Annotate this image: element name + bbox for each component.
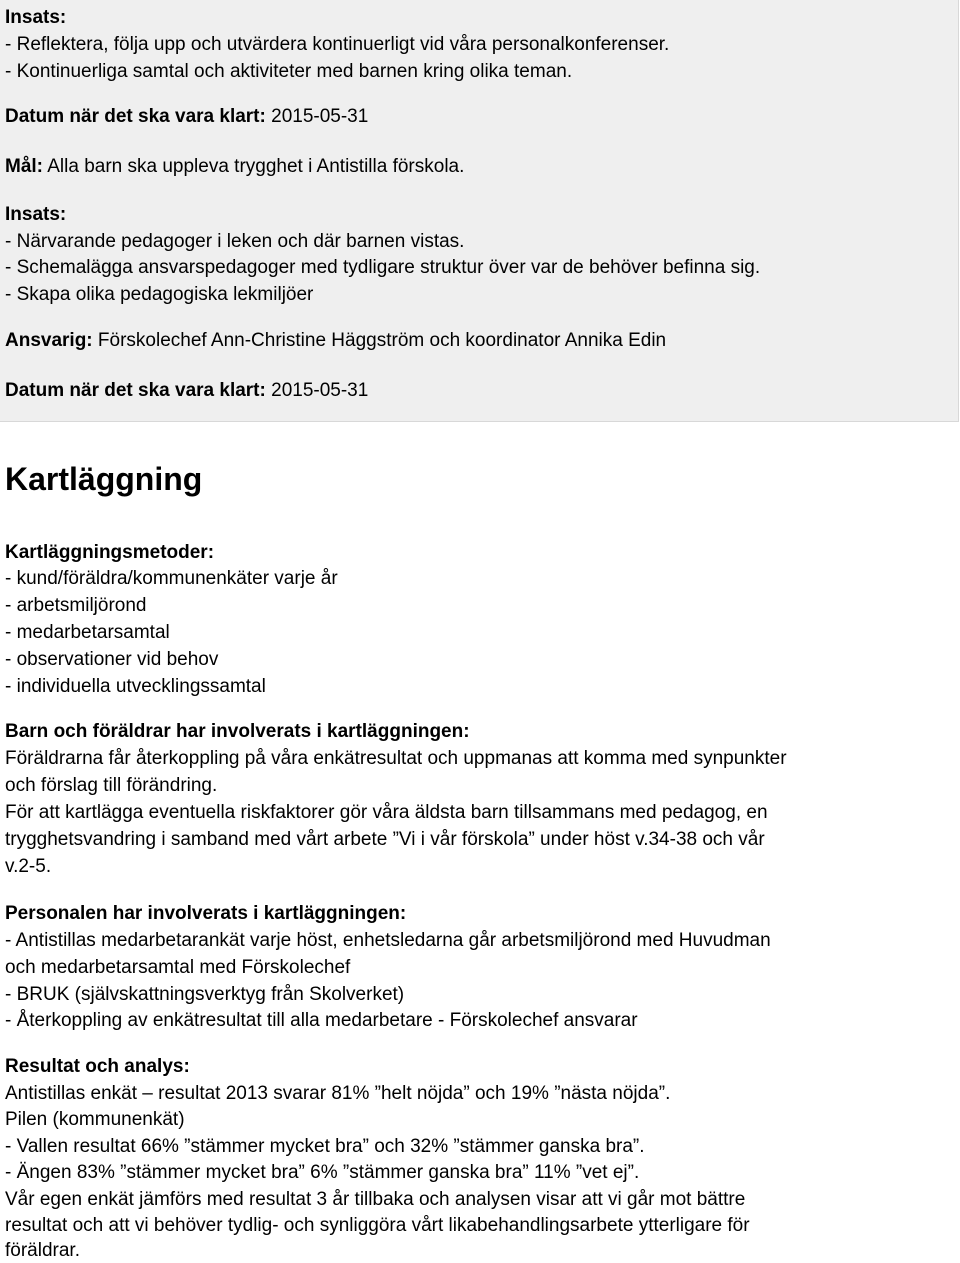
methods-item: - medarbetarsamtal <box>5 622 170 643</box>
insats-item: - Schemalägga ansvarspedagoger med tydligare struktur över var de behöver befinna sig. <box>5 257 761 278</box>
paragraph-line: - BRUK (självskattningsverktyg från Skolverket) <box>5 984 405 1005</box>
paragraph-line: och förslag till förändring. <box>5 775 218 796</box>
insats-item: - Närvarande pedagoger i leken och där barnen vistas. <box>5 231 465 252</box>
methods-item: - individuella utvecklingssamtal <box>5 676 266 697</box>
deadline-label: Datum när det ska vara klart: <box>5 106 266 127</box>
results-label: Resultat och analys: <box>5 1056 190 1077</box>
insats-item: - Reflektera, följa upp och utvärdera kontinuerligt vid våra personalkonferenser. <box>5 34 670 55</box>
paragraph-line: resultat och att vi behöver tydlig- och synliggöra vårt likabehandlingsarbete ytterligare för <box>5 1215 750 1236</box>
goal-label: Mål: <box>5 156 43 177</box>
action-plan-box <box>0 0 959 422</box>
deadline-label: Datum när det ska vara klart: <box>5 380 266 401</box>
responsible-line <box>5 329 666 353</box>
deadline-line <box>5 379 368 403</box>
deadline-line <box>5 105 368 129</box>
paragraph-line: - Ängen 83% ”stämmer mycket bra” 6% ”stämmer ganska bra” 11% ”vet ej”. <box>5 1162 640 1183</box>
goal-line <box>5 155 464 179</box>
paragraph-line: v.2-5. <box>5 856 52 877</box>
goal-value: Alla barn ska uppleva trygghet i Antistilla förskola. <box>43 156 465 177</box>
paragraph-line: - Vallen resultat 66% ”stämmer mycket bra” och 32% ”stämmer ganska bra”. <box>5 1136 645 1157</box>
section-title: Kartläggning <box>5 461 203 497</box>
insats-label: Insats: <box>5 7 67 28</box>
deadline-value: 2015-05-31 <box>265 106 369 127</box>
insats-item: - Kontinuerliga samtal och aktiviteter med barnen kring olika teman. <box>5 61 573 82</box>
insats-item: - Skapa olika pedagogiska lekmiljöer <box>5 284 314 305</box>
paragraph-line: Vår egen enkät jämförs med resultat 3 år tillbaka och analysen visar att vi går mot bättre <box>5 1189 746 1210</box>
responsible-label: Ansvarig: <box>5 330 93 351</box>
paragraph-line: och medarbetarsamtal med Förskolechef <box>5 957 351 978</box>
paragraph-line: - Återkoppling av enkätresultat till alla medarbetare - Förskolechef ansvarar <box>5 1010 638 1031</box>
methods-label: Kartläggningsmetoder: <box>5 542 215 563</box>
paragraph-line: Föräldrarna får återkoppling på våra enkätresultat och uppmanas att komma med synpunkter <box>5 748 787 769</box>
paragraph-line: För att kartlägga eventuella riskfaktorer gör våra äldsta barn tillsammans med pedagog, en <box>5 802 768 823</box>
methods-item: - kund/föräldra/kommunenkäter varje år <box>5 568 338 589</box>
insats-label: Insats: <box>5 204 67 225</box>
paragraph-line: Pilen (kommunenkät) <box>5 1109 185 1130</box>
responsible-value: Förskolechef Ann-Christine Häggström och koordinator Annika Edin <box>92 330 667 351</box>
paragraph-line: trygghetsvandring i samband med vårt arbete ”Vi i vår förskola” under höst v.34-38 och vår <box>5 829 765 850</box>
deadline-value: 2015-05-31 <box>265 380 369 401</box>
paragraph-line: - Antistillas medarbetarankät varje höst, enhetsledarna går arbetsmiljörond med Huvudman <box>5 930 771 951</box>
children-parents-label: Barn och föräldrar har involverats i kartläggningen: <box>5 721 470 742</box>
paragraph-line: Antistillas enkät – resultat 2013 svarar 81% ”helt nöjda” och 19% ”nästa nöjda”. <box>5 1083 671 1104</box>
methods-item: - arbetsmiljörond <box>5 595 147 616</box>
staff-label: Personalen har involverats i kartläggningen: <box>5 903 407 924</box>
methods-item: - observationer vid behov <box>5 649 219 670</box>
paragraph-line: föräldrar. <box>5 1240 80 1261</box>
